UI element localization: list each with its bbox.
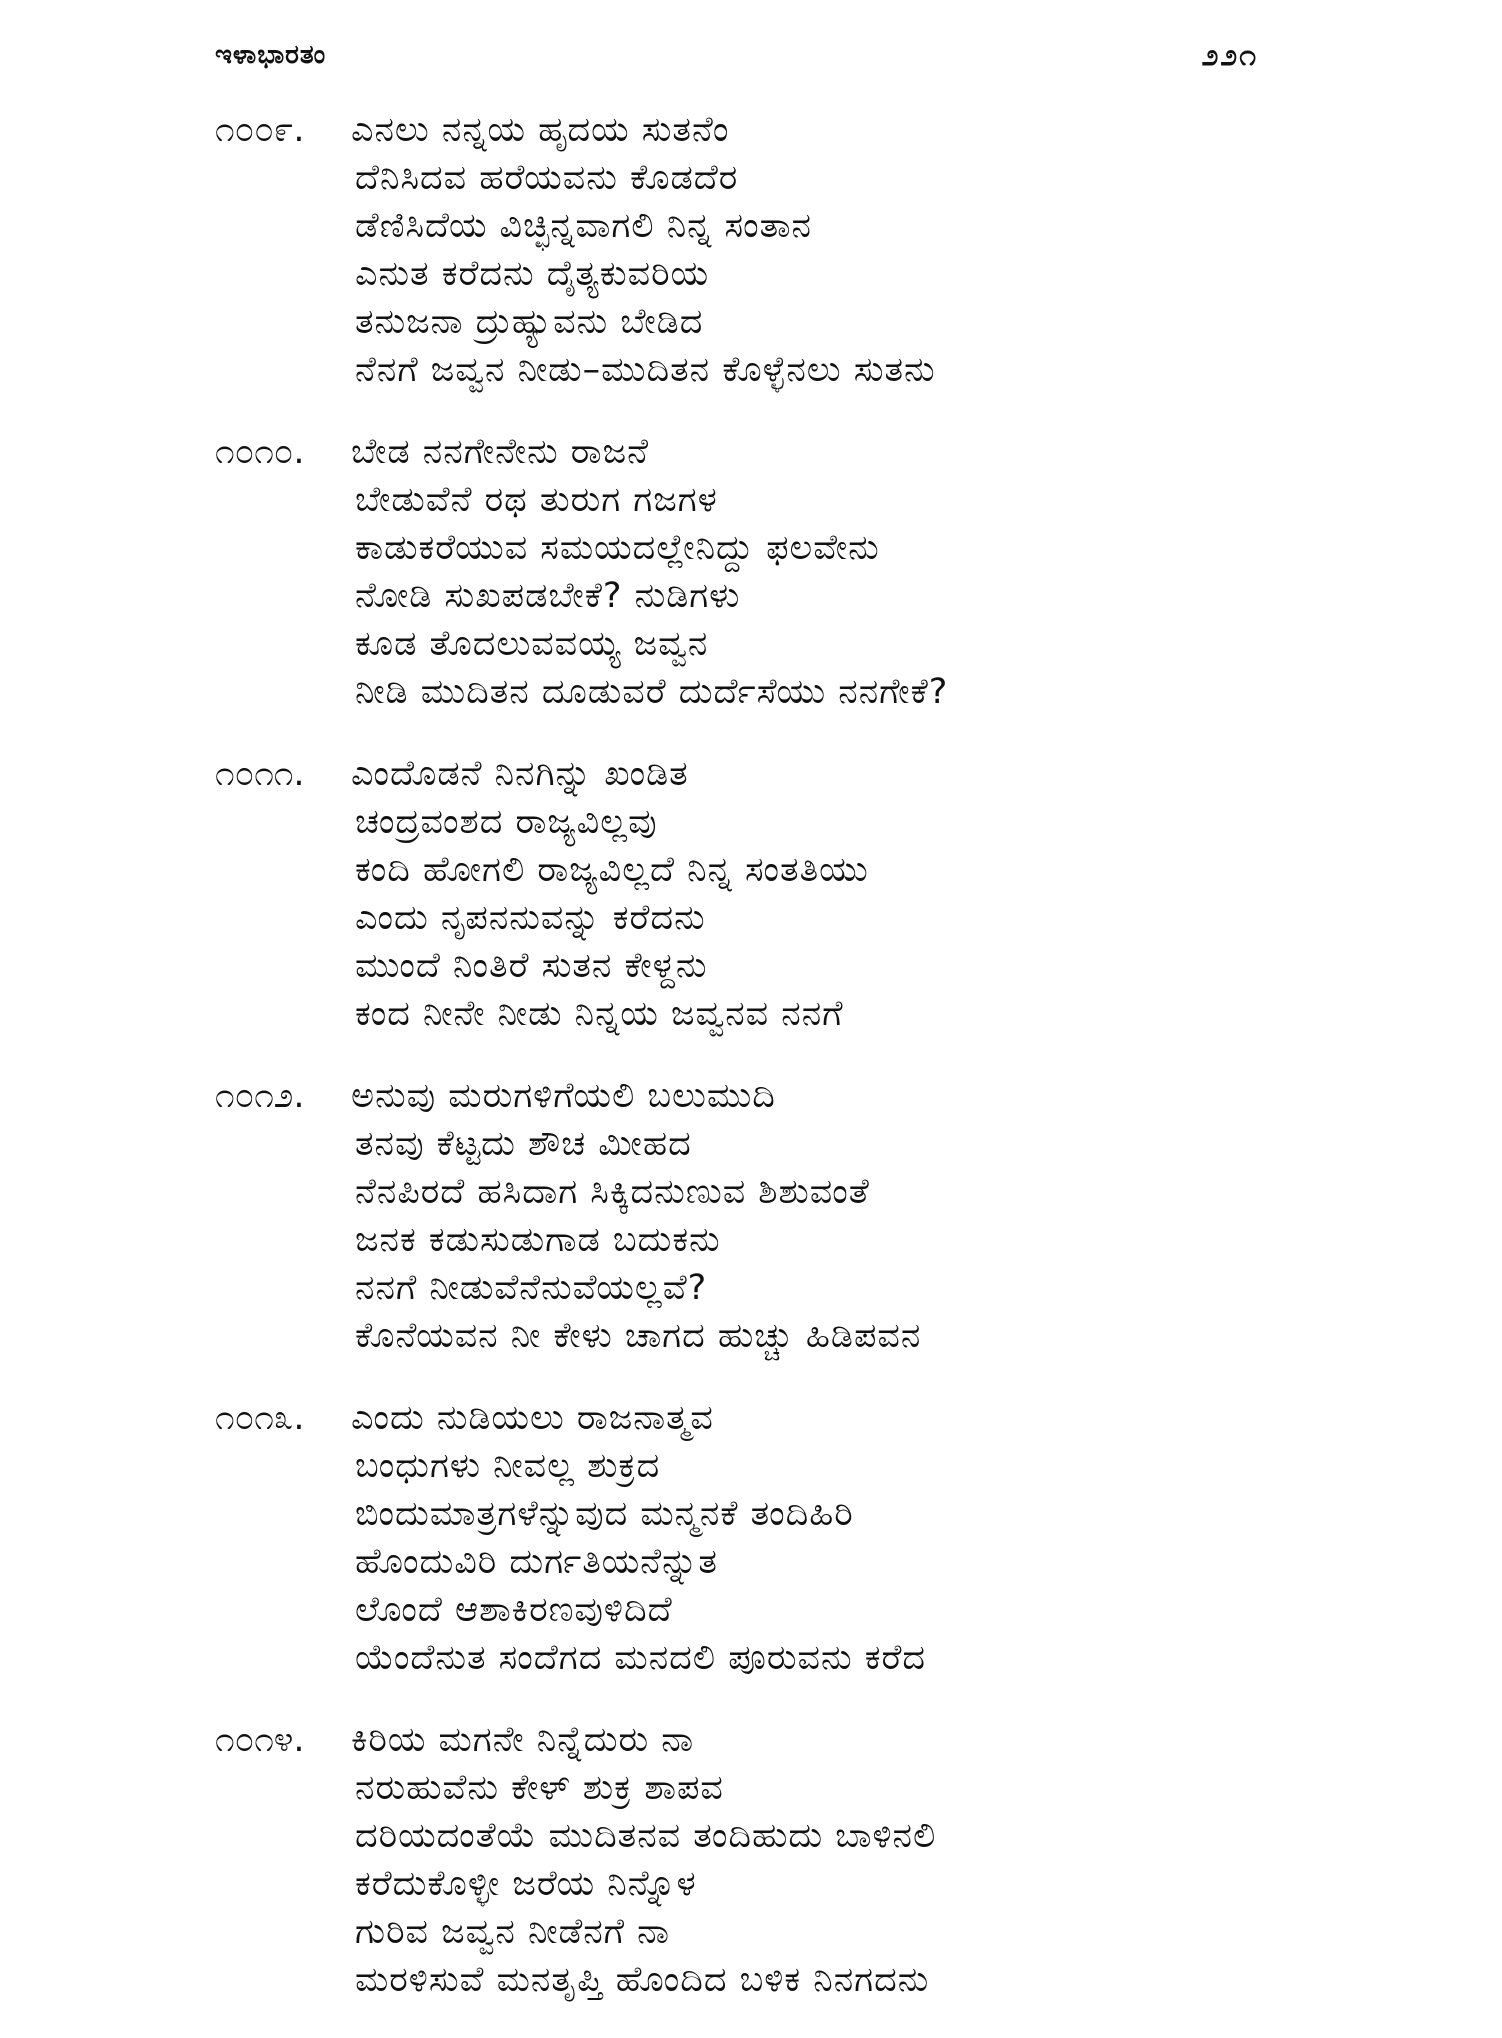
- verse-line: ನರುಹುವೆನು ಕೇಳ್ ಶುಕ್ರ ಶಾಪವ: [355, 1768, 724, 1808]
- running-head: ಇಳಾಭಾರತಂ: [215, 40, 327, 70]
- verse-line: ಕೂಡ ತೊದಲುವವಯ್ಯ ಜವ್ವನ: [355, 624, 709, 664]
- stanza-number: ೧೦೧೧.: [215, 754, 305, 794]
- stanza-number: ೧೦೧೨.: [215, 1076, 305, 1116]
- stanza: [215, 750, 1345, 1038]
- stanza-lines: [351, 750, 1345, 1038]
- verse-line: ಡೆಣಿಸಿದೆಯ ವಿಚ್ಛಿನ್ನವಾಗಲಿ ನಿನ್ನ ಸಂತಾನ: [355, 206, 812, 246]
- stanza-lines: [351, 1716, 1345, 2004]
- stanza-lines: [351, 1394, 1345, 1682]
- verse-line: ದರಿಯದಂತೆಯೆ ಮುದಿತನವ ತಂದಿಹುದು ಬಾಳಿನಲಿ: [355, 1816, 937, 1856]
- verse-line: ಬಂಧುಗಳು ನೀವಲ್ಲ ಶುಕ್ರದ: [355, 1446, 661, 1486]
- poem-body: [215, 106, 1345, 2038]
- verse-line: ಜನಕ ಕಡುಸುಡುಗಾಡ ಬದುಕನು: [355, 1220, 721, 1260]
- stanza-number: ೧೦೧೩.: [215, 1398, 305, 1438]
- stanza: [215, 1394, 1345, 1682]
- verse-line: ಕಾಡುಕರೆಯುವ ಸಮಯದಲ್ಲೇನಿದ್ದು ಫಲವೇನು: [355, 528, 880, 568]
- verse-line: ನೆನಪಿರದೆ ಹಸಿದಾಗ ಸಿಕ್ಕಿದನುಣುವ ಶಿಶುವಂತೆ: [355, 1172, 870, 1212]
- verse-line: ನೋಡಿ ಸುಖಪಡಬೇಕೆ? ನುಡಿಗಳು: [355, 576, 741, 616]
- verse-line: ಯೆಂದೆನುತ ಸಂದೆಗದ ಮನದಲಿ ಪೂರುವನು ಕರೆದ: [355, 1638, 927, 1678]
- verse-line: ಎಂದೊಡನೆ ನಿನಗಿನ್ನು ಖಂಡಿತ: [351, 754, 689, 794]
- stanza-number: ೧೦೧೦.: [215, 432, 305, 472]
- verse-line: ಕಂದಿ ಹೋಗಲಿ ರಾಜ್ಯವಿಲ್ಲದೆ ನಿನ್ನ ಸಂತತಿಯು: [355, 850, 869, 890]
- verse-line: ತನವು ಕೆಟ್ಟದು ಶೌಚ ಮೀಹದ: [355, 1124, 692, 1164]
- stanza-number: ೧೦೧೪.: [215, 1720, 305, 1760]
- verse-line: ಮರಳಿಸುವೆ ಮನತೃಪ್ತಿ ಹೊಂದಿದ ಬಳಿಕ ನಿನಗದನು: [355, 1960, 930, 2000]
- verse-line: ಕಿರಿಯ ಮಗನೇ ನಿನ್ನೆದುರು ನಾ: [351, 1720, 695, 1760]
- stanza: [215, 106, 1345, 394]
- stanza-number: ೧೦೦೯.: [215, 110, 305, 150]
- verse-line: ಮುಂದೆ ನಿಂತಿರೆ ಸುತನ ಕೇಳ್ದನು: [355, 946, 708, 986]
- verse-line: ಎನಲು ನನ್ನಯ ಹೃದಯ ಸುತನೆಂ: [351, 110, 730, 150]
- verse-line: ದೆನಿಸಿದವ ಹರೆಯವನು ಕೊಡದೆರ: [355, 158, 739, 198]
- verse-line: ಚಂದ್ರವಂಶದ ರಾಜ್ಯವಿಲ್ಲವು: [355, 802, 658, 842]
- stanza-lines: [351, 428, 1345, 716]
- verse-line: ನೀಡಿ ಮುದಿತನ ದೂಡುವರೆ ದುರ್ದೆಸೆಯು ನನಗೇಕೆ?: [355, 672, 949, 712]
- stanza: [215, 1072, 1345, 1360]
- verse-line: ತನುಜನಾ ದ್ರುಹ್ಯುವನು ಬೇಡಿದ: [355, 302, 704, 342]
- verse-line: ಕೊನೆಯವನ ನೀ ಕೇಳು ಚಾಗದ ಹುಚ್ಚು ಹಿಡಿಪವನ: [355, 1316, 922, 1356]
- stanza: [215, 428, 1345, 716]
- page-number: ೨೨೧: [1201, 38, 1258, 73]
- verse-line: ನನಗೆ ನೀಡುವೆನೆನುವೆಯಲ್ಲವೆ?: [355, 1268, 708, 1308]
- verse-line: ಕಂದ ನೀನೇ ನೀಡು ನಿನ್ನಯ ಜವ್ವನವ ನನಗೆ: [355, 994, 844, 1034]
- verse-line: ಬೇಡುವೆನೆ ರಥ ತುರುಗ ಗಜಗಳ: [355, 480, 718, 520]
- verse-line: ಎಂದು ನೃಪನನುವನ್ನು ಕರೆದನು: [355, 898, 706, 938]
- verse-line: ಕರೆದುಕೊಳ್ಳೀ ಜರೆಯ ನಿನ್ನೊಳ: [355, 1864, 697, 1904]
- stanza-lines: [351, 106, 1345, 394]
- verse-line: ಎನುತ ಕರೆದನು ದೈತ್ಯಕುವರಿಯ: [355, 254, 710, 294]
- verse-line: ಅನುವು ಮರುಗಳಿಗೆಯಲಿ ಬಲುಮುದಿ: [351, 1076, 776, 1116]
- verse-line: ಬೇಡ ನನಗೇನೇನು ರಾಜನೆ: [351, 432, 650, 472]
- verse-line: ಲೊಂದೆ ಆಶಾಕಿರಣವುಳಿದಿದೆ: [355, 1590, 673, 1630]
- verse-line: ಎಂದು ನುಡಿಯಲು ರಾಜನಾತ್ಮವ: [351, 1398, 714, 1438]
- verse-line: ಬಿಂದುಮಾತ್ರಗಳೆನ್ನುವುದ ಮನ್ಮನಕೆ ತಂದಿಹಿರಿ: [355, 1494, 854, 1534]
- verse-line: ನೆನಗೆ ಜವ್ವನ ನೀಡು–ಮುದಿತನ ಕೊಳ್ಳೆನಲು ಸುತನು: [355, 350, 936, 390]
- verse-line: ಹೊಂದುವಿರಿ ದುರ್ಗತಿಯನೆನ್ನುತ: [355, 1542, 718, 1582]
- stanza-lines: [351, 1072, 1345, 1360]
- verse-line: ಗುರಿವ ಜವ್ವನ ನೀಡೆನಗೆ ನಾ: [355, 1912, 670, 1952]
- stanza: [215, 1716, 1345, 2004]
